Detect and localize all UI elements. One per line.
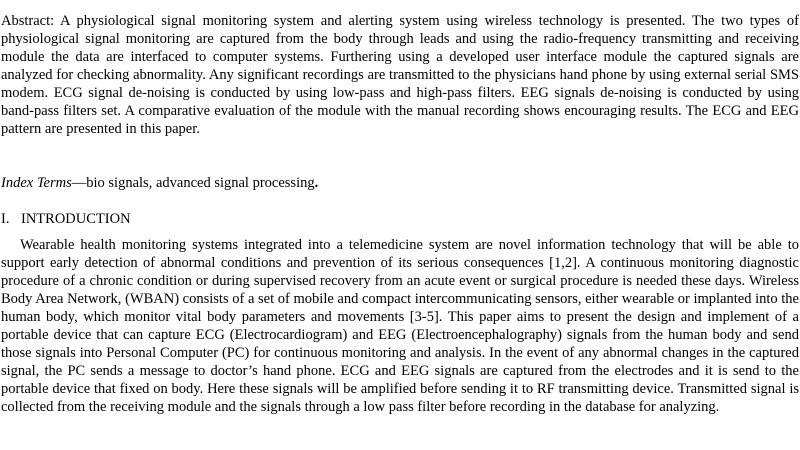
abstract-paragraph: Abstract: A physiological signal monitoring system and alerting system using wireless technology is presented. The two types of physiological signal monitoring are captured from the body through leads and using the radio-frequency transmitting and receiving module the data are interfaced to computer systems. Furthering using a developed user interface module the captured signals are analyzed for checking abnormality. Any significant recordings are transmitted to the physicians hand phone by using external serial SMS modem. ECG signal de-noising is conducted by using low-pass and high-pass filters. EEG signals de-noising is conducted by using band-pass filters set. A comparative evaluation of the module with the manual recording shows encouraging results. The ECG and EEG pattern are presented in this paper. (1, 13, 799, 137)
section-heading (1, 210, 131, 228)
section-number: I. (1, 211, 10, 227)
introduction-paragraph: Wearable health monitoring systems integrated into a telemedicine system are novel information technology that will be able to support early detection of abnormal conditions and prevention of its serious consequences [1,2]. A continuous monitoring diagnostic procedure of a chronic condition or during supervised recovery from an acute event or surgical procedure is needed these days. Wireless Body Area Network, (WBAN) consists of a set of mobile and compact intercommunicating sensors, either wearable or implanted into the human body, which monitor vital body parameters and movements [3-5]. This paper aims to present the design and implement of a portable device that can capture ECG (Electrocardiogram) and EEG (Electroencephalography) signals from the human body and send those signals into Personal Computer (PC) for continuous monitoring and analysis. In the event of any abnormal changes in the captured signal, the PC sends a message to doctor’s hand phone. ECG and EEG signals are captured from the electrodes and it is send to the portable device that fixed on body. Here these signals will be amplified before sending it to RF transmitting device. Transmitted signal is collected from the receiving module and the signals through a low pass filter before recording in the database for analyzing. (1, 237, 799, 415)
section-title: INTRODUCTION (21, 211, 131, 227)
index-terms-period: . (314, 175, 319, 191)
index-terms (1, 174, 799, 192)
index-terms-text: bio signals, advanced signal processing (86, 175, 315, 191)
index-terms-dash: — (71, 175, 87, 191)
index-terms-label: Index Terms (1, 175, 72, 191)
